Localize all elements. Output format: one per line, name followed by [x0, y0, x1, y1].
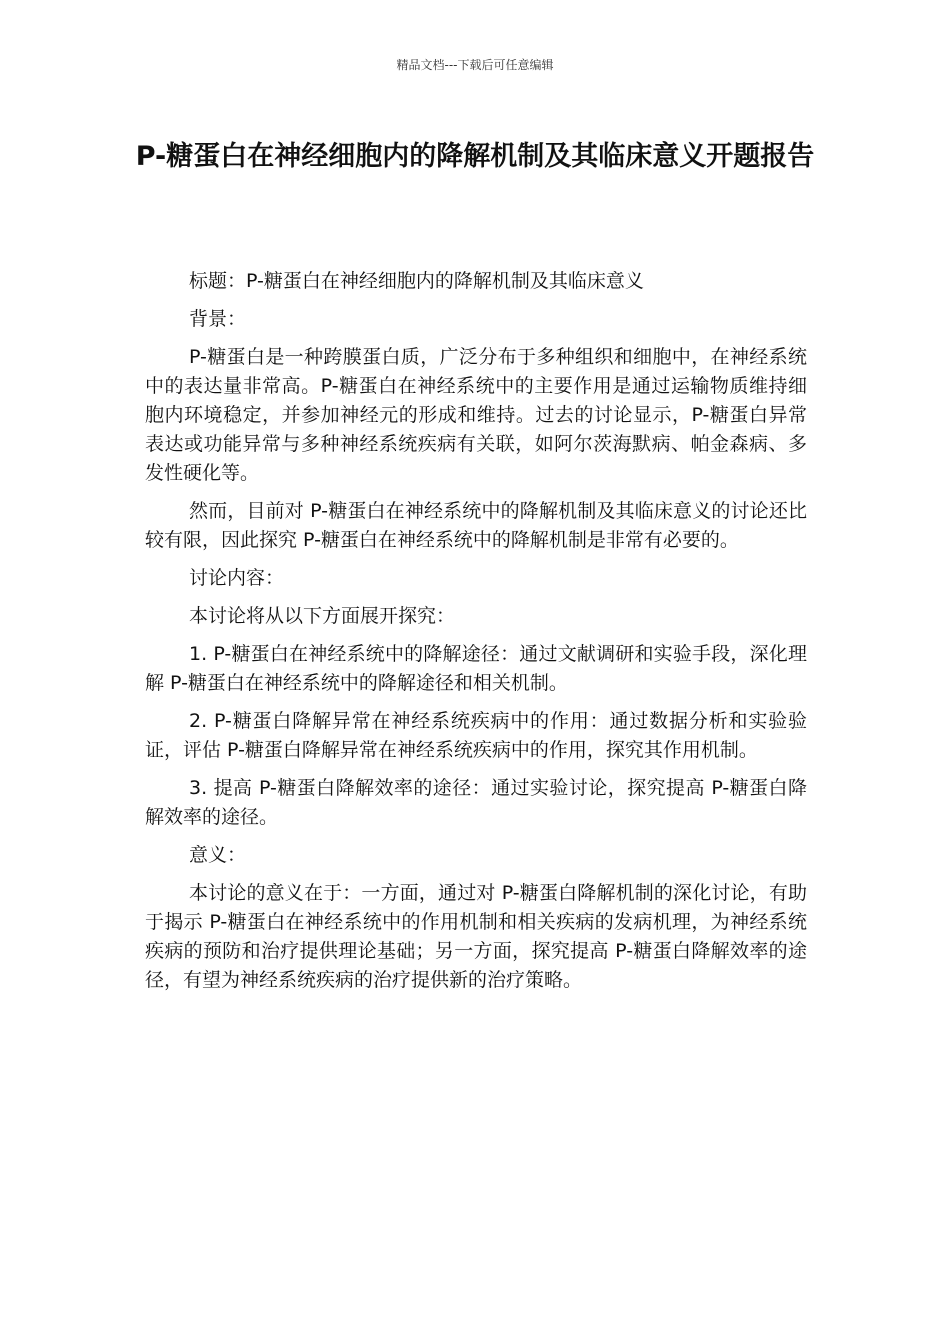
background-paragraph: P-糖蛋白是一种跨膜蛋白质，广泛分布于多种组织和细胞中，在神经系统中的表达量非常高。P-糖蛋白在神经系统中的主要作用是通过运输物质维持细胞内环境稳定，并参加神经元的形成和维持。过去的讨论显示，P-糖蛋白异常表达或功能异常与多种神经系统疾病有关联，如阿尔茨海默病、帕金森病、多发性硬化等。: [145, 346, 807, 484]
header-note: 精品文档---下载后可任意编辑: [396, 58, 554, 72]
significance-heading: 意义：: [189, 844, 247, 866]
content-intro: 本讨论将从以下方面展开探究：: [189, 605, 456, 627]
background-heading: 背景：: [189, 308, 247, 330]
title-line: 标题：P-糖蛋白在神经细胞内的降解机制及其临床意义: [189, 270, 644, 292]
significance-paragraph: 本讨论的意义在于：一方面，通过对 P-糖蛋白降解机制的深化讨论，有助于揭示 P-糖蛋白在神经系统中的作用机制和相关疾病的发病机理，为神经系统疾病的预防和治疗提供理论基础；另一方面，探究提高 P-糖蛋白降解效率的途径，有望为神经系统疾病的治疗提供新的治疗策略。: [145, 882, 807, 991]
document-title: P-糖蛋白在神经细胞内的降解机制及其临床意义开题报告: [135, 141, 815, 172]
background-paragraph-2: 然而，目前对 P-糖蛋白在神经系统中的降解机制及其临床意义的讨论还比较有限，因此探究 P-糖蛋白在神经系统中的降解机制是非常有必要的。: [145, 500, 807, 551]
content-item-2: 2. P-糖蛋白降解异常在神经系统疾病中的作用：通过数据分析和实验验证，评估 P-糖蛋白降解异常在神经系统疾病中的作用，探究其作用机制。: [145, 710, 807, 761]
content-item-3: 3. 提高 P-糖蛋白降解效率的途径：通过实验讨论，探究提高 P-糖蛋白降解效率的途径。: [145, 777, 807, 828]
content-item-1: 1. P-糖蛋白在神经系统中的降解途径：通过文献调研和实验手段，深化理解 P-糖蛋白在神经系统中的降解途径和相关机制。: [145, 643, 807, 694]
content-heading: 讨论内容：: [189, 567, 285, 589]
document-body: [145, 267, 807, 1004]
